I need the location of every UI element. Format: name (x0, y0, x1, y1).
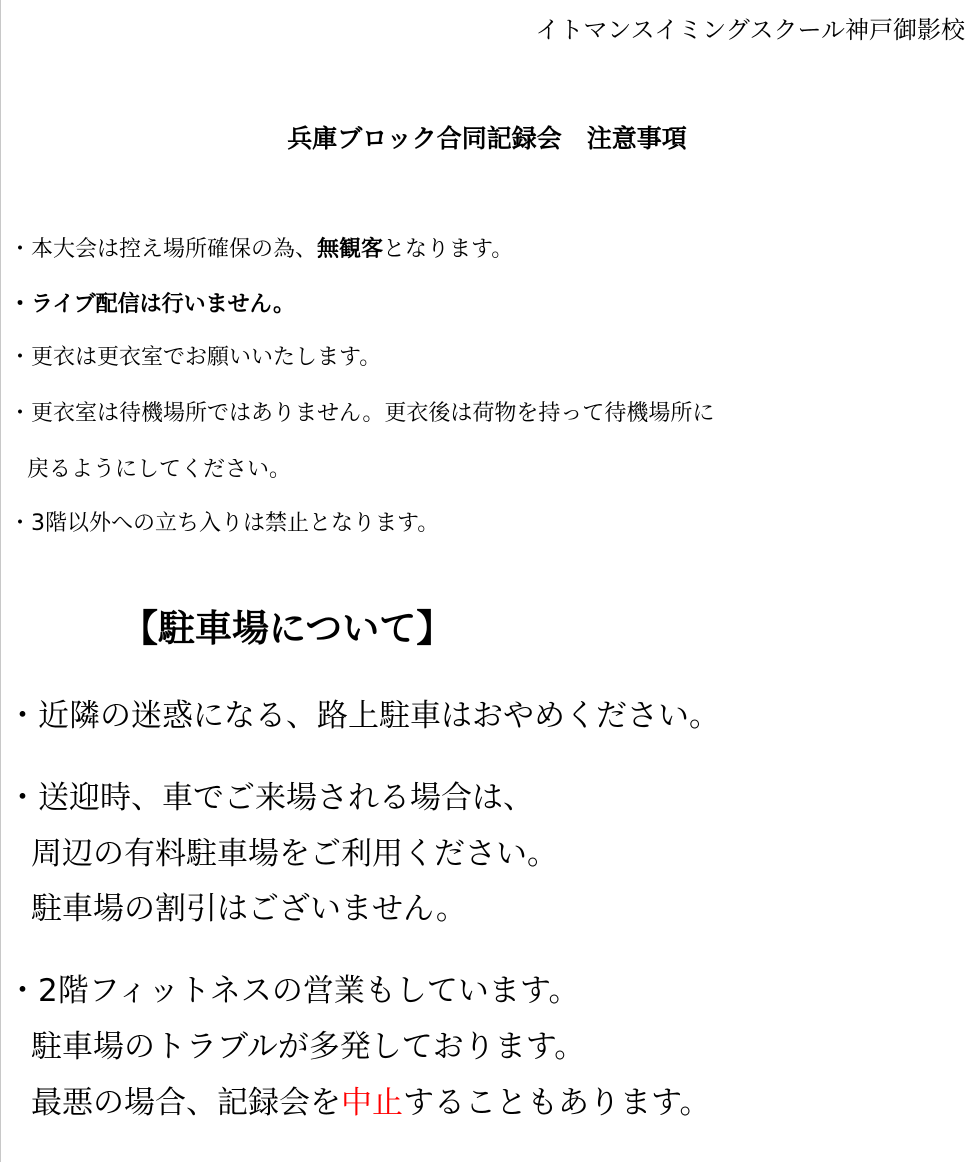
parking-pickup-line1: ・送迎時、車でご来場される場合は、 (7, 780, 534, 816)
school-name: イトマンスイミングスクール神戸御影校 (535, 16, 965, 44)
note-not-waiting-area: ・更衣室は待機場所ではありません。更衣後は荷物を持って待機場所に (9, 401, 715, 426)
note-no-livestream: ・ライブ配信は行いません。 (9, 292, 296, 317)
parking-fitness-line2: 駐車場のトラブルが多発しております。 (31, 1029, 586, 1065)
parking-fitness-line3 (31, 1082, 711, 1124)
page-title: 兵庫ブロック合同記録会 注意事項 (287, 124, 687, 153)
note-no-spectators-end: となります。 (383, 237, 514, 262)
parking-fitness-line3-end: することもあります。 (403, 1085, 711, 1121)
note-not-waiting-area-cont: 戻るようにしてください。 (27, 457, 292, 482)
note-no-spectators-text: ・本大会は控え場所確保の為、 (9, 237, 318, 262)
note-floor-restriction: ・3階以外への立ち入りは禁止となります。 (9, 511, 440, 536)
parking-pickup-line3: 駐車場の割引はございません。 (31, 891, 467, 927)
parking-heading: 【駐車場について】 (121, 607, 454, 650)
note-changing-room: ・更衣は更衣室でお願いいたします。 (9, 345, 382, 370)
parking-fitness-line1: ・2階フィットネスの営業もしています。 (7, 973, 580, 1009)
note-no-spectators (9, 235, 513, 265)
note-no-spectators-emphasis: 無観客 (317, 237, 384, 262)
parking-no-street-parking: ・近隣の迷惑になる、路上駐車はおやめください。 (7, 698, 720, 734)
parking-fitness-line3-text: 最悪の場合、記録会を (31, 1085, 341, 1121)
cancel-warning-emphasis: 中止 (341, 1085, 403, 1121)
parking-pickup-line2: 周辺の有料駐車場をご利用ください。 (31, 836, 558, 872)
